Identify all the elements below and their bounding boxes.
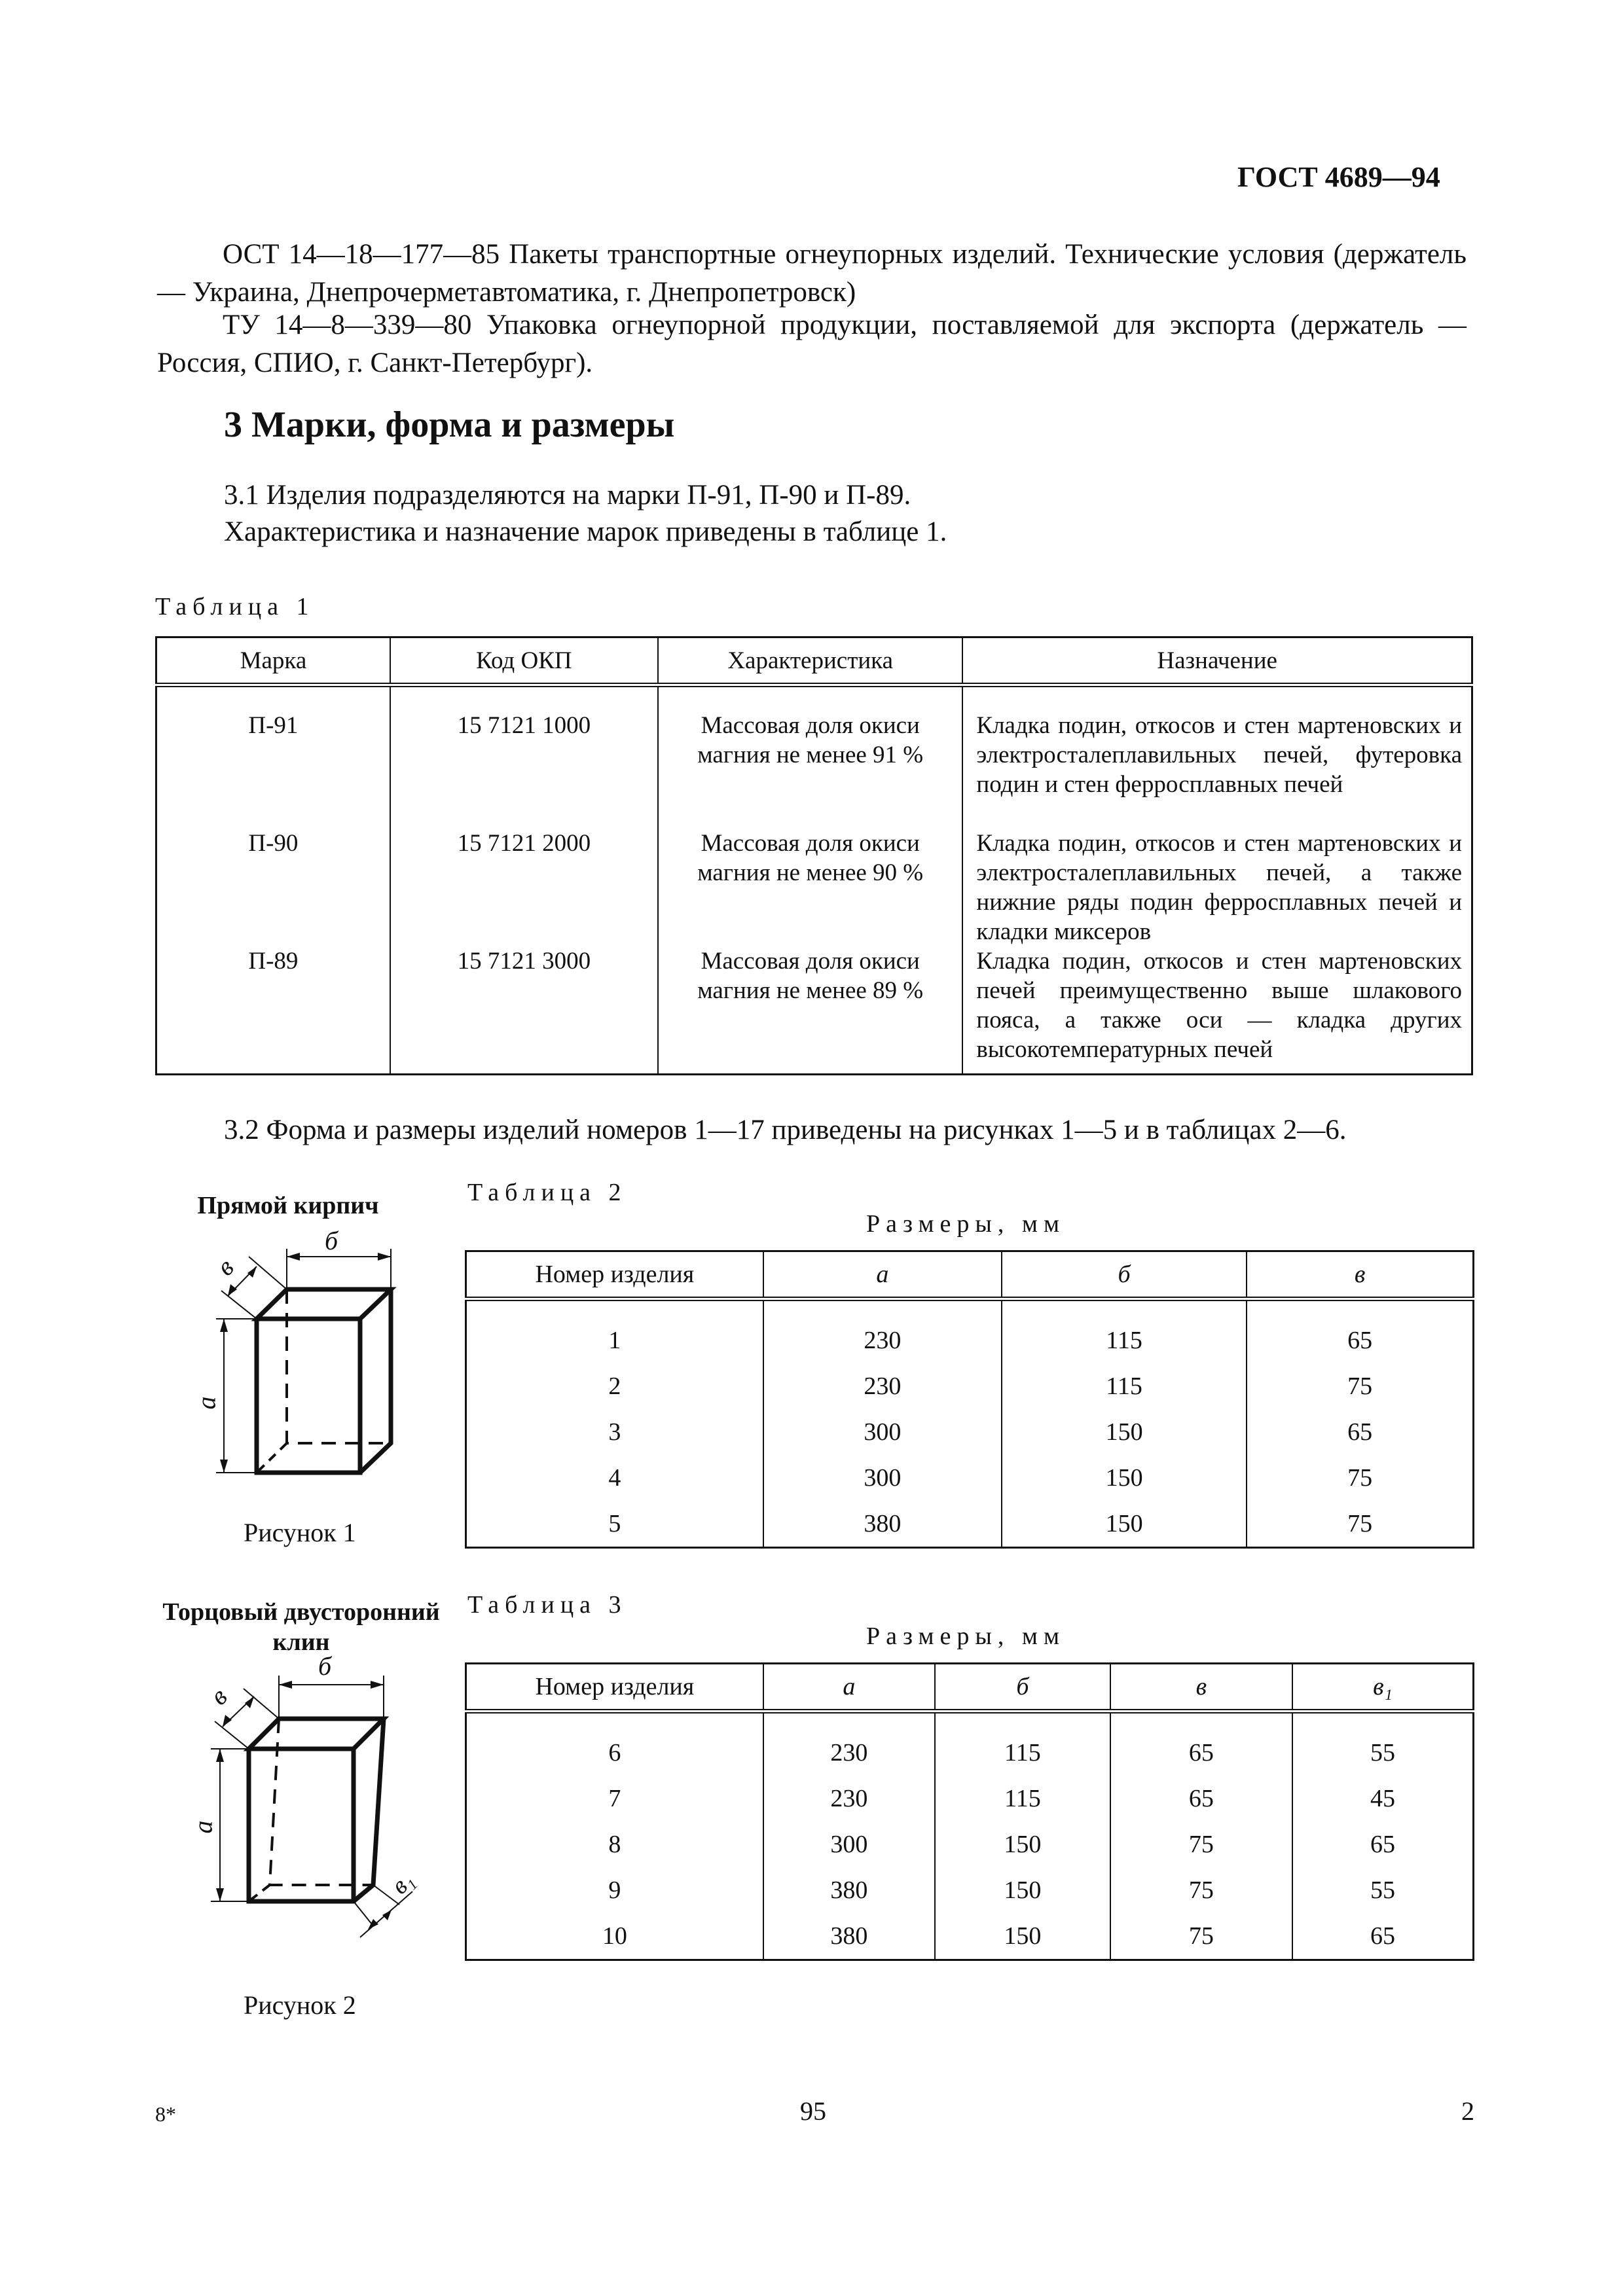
figure1-label-b: б	[325, 1226, 338, 1255]
table2-cell: 4	[466, 1455, 763, 1501]
table3-header-a: а	[763, 1664, 935, 1712]
table2-cell: 115	[1002, 1299, 1247, 1364]
table-row	[466, 1913, 1474, 1960]
paragraph-3-1-line1: 3.1 Изделия подразделяются на марки П-91, П-90 и П-89.	[224, 480, 911, 511]
table3-cell: 380	[763, 1867, 935, 1913]
table3	[465, 1662, 1474, 1961]
table1-header-characteristic: Характеристика	[658, 637, 962, 685]
paragraph-3-1-line2: Характеристика и назначение марок приведены в таблице 1.	[224, 516, 947, 547]
table3-cell: 300	[763, 1821, 935, 1867]
table3-cell: 10	[466, 1913, 763, 1960]
table1-header-purpose: Назначение	[962, 637, 1472, 685]
table3-cell: 75	[1110, 1867, 1292, 1913]
table-row	[466, 1455, 1474, 1501]
table2-cell: 75	[1247, 1363, 1473, 1409]
table1-cell-purpose: Кладка подин, откосов и стен мартеновских и электросталеплавильных печей, а также нижние ряды подин ферросплавных печей и кладки миксеров	[962, 829, 1472, 946]
table1-cell-mark: П-91	[156, 685, 390, 829]
figure2-label-v1: в₁	[386, 1866, 420, 1900]
footer-sheet-mark: 8*	[155, 2102, 176, 2126]
table-row	[466, 1712, 1474, 1776]
table2-cell: 230	[763, 1299, 1002, 1364]
figure1-caption: Рисунок 1	[244, 1518, 356, 1547]
figure1-brick-drawing	[196, 1211, 419, 1518]
section-heading: 3 Марки, форма и размеры	[224, 404, 675, 445]
table3-cell: 8	[466, 1821, 763, 1867]
table2-cell: 300	[763, 1455, 1002, 1501]
table3-cell: 75	[1110, 1913, 1292, 1960]
table3-cell: 115	[935, 1712, 1110, 1776]
table1-header-mark: Марка	[156, 637, 390, 685]
table2-cell: 150	[1002, 1455, 1247, 1501]
table3-cell: 65	[1110, 1712, 1292, 1776]
table3-cell: 150	[935, 1821, 1110, 1867]
table3-cell: 65	[1292, 1821, 1473, 1867]
table3-cell: 150	[935, 1867, 1110, 1913]
table2	[465, 1250, 1474, 1549]
table3-caption: Таблица 3	[467, 1591, 627, 1619]
figure2-label-v: в	[204, 1681, 233, 1711]
table1-cell-mark: П-90	[156, 829, 390, 946]
table2-cell: 150	[1002, 1501, 1247, 1548]
figure2-wedge-drawing	[196, 1656, 445, 1970]
table3-cell: 65	[1292, 1913, 1473, 1960]
reference-ost: ОСТ 14—18—177—85 Пакеты транспортные огнеупорных изделий. Технические условия (держатель — Украина, Днепрочерметавтоматика, г. Днепропетровск)	[157, 239, 1467, 308]
figure2-title	[151, 1597, 452, 1657]
table3-cell: 6	[466, 1712, 763, 1776]
table2-header-row	[466, 1251, 1474, 1299]
table1-cell-characteristic: Массовая доля окиси магния не менее 90 %	[658, 829, 962, 946]
table-row	[466, 1821, 1474, 1867]
table2-header-a: а	[763, 1251, 1002, 1299]
table2-header-v: в	[1247, 1251, 1473, 1299]
table-row	[466, 1867, 1474, 1913]
table1-cell-code: 15 7121 1000	[390, 685, 658, 829]
table2-cell: 380	[763, 1501, 1002, 1548]
table1-cell-code: 15 7121 2000	[390, 829, 658, 946]
table2-cell: 65	[1247, 1409, 1473, 1455]
table2-header-number: Номер изделия	[466, 1251, 763, 1299]
table1-cell-characteristic: Массовая доля окиси магния не менее 89 %	[658, 946, 962, 1075]
figure1-title: Прямой кирпич	[197, 1192, 379, 1219]
table-row	[466, 1776, 1474, 1821]
paragraph-3-2: 3.2 Форма и размеры изделий номеров 1—17 приведены на рисунках 1—5 и в таблицах 2—6.	[224, 1115, 1347, 1145]
figure2-caption: Рисунок 2	[244, 1990, 356, 2020]
table1-cell-mark: П-89	[156, 946, 390, 1075]
figure2-title-line1: Торцовый двусторонний	[162, 1598, 440, 1626]
table2-cell: 115	[1002, 1363, 1247, 1409]
table2-cell: 65	[1247, 1299, 1473, 1364]
figure1-label-v: в	[210, 1252, 240, 1282]
table3-cell: 75	[1110, 1821, 1292, 1867]
footer-document-page: 2	[1461, 2096, 1474, 2126]
figure2-label-b: б	[318, 1651, 332, 1681]
table3-header-row	[466, 1664, 1474, 1712]
table-row	[466, 1363, 1474, 1409]
table3-cell: 65	[1110, 1776, 1292, 1821]
table2-cell: 1	[466, 1299, 763, 1364]
table2-cell: 3	[466, 1409, 763, 1455]
table2-header-b: б	[1002, 1251, 1247, 1299]
table3-cell: 150	[935, 1913, 1110, 1960]
table1-cell-purpose: Кладка подин, откосов и стен мартеновских и электросталеплавильных печей, футеровка подин и стен ферросплавных печей	[962, 685, 1472, 829]
figure1-label-a: а	[191, 1396, 221, 1410]
table3-units: Размеры, мм	[866, 1623, 1066, 1650]
table-row	[156, 829, 1472, 946]
table2-cell: 2	[466, 1363, 763, 1409]
table3-header-v: в	[1110, 1664, 1292, 1712]
table2-caption: Таблица 2	[467, 1179, 627, 1206]
table3-cell: 7	[466, 1776, 763, 1821]
table1-caption: Таблица 1	[155, 593, 315, 620]
figure2-title-line2: клин	[272, 1628, 330, 1656]
table3-cell: 115	[935, 1776, 1110, 1821]
table3-cell: 55	[1292, 1867, 1473, 1913]
table-row	[156, 946, 1472, 1075]
table-row	[156, 685, 1472, 829]
table1-cell-characteristic: Массовая доля окиси магния не менее 91 %	[658, 685, 962, 829]
document-code-header: ГОСТ 4689—94	[1237, 161, 1440, 193]
table-row	[466, 1409, 1474, 1455]
table2-cell: 5	[466, 1501, 763, 1548]
table2-units: Размеры, мм	[866, 1210, 1066, 1238]
table3-header-number: Номер изделия	[466, 1664, 763, 1712]
table3-header-v1: в₁	[1292, 1664, 1473, 1712]
table1-cell-purpose: Кладка подин, откосов и стен мартеновских печей преимущественно выше шлакового пояса, а также оси — кладка других высокотемпературных печей	[962, 946, 1472, 1075]
table3-cell: 230	[763, 1712, 935, 1776]
table2-cell: 150	[1002, 1409, 1247, 1455]
table3-cell: 9	[466, 1867, 763, 1913]
table-row	[466, 1501, 1474, 1548]
table3-cell: 45	[1292, 1776, 1473, 1821]
table1	[155, 636, 1473, 1075]
table2-cell: 230	[763, 1363, 1002, 1409]
table2-cell: 300	[763, 1409, 1002, 1455]
table3-cell: 380	[763, 1913, 935, 1960]
reference-tu: ТУ 14—8—339—80 Упаковка огнеупорной продукции, поставляемой для экспорта (держатель — Россия, СПИО, г. Санкт-Петербург).	[157, 310, 1467, 378]
table1-cell-code: 15 7121 3000	[390, 946, 658, 1075]
table2-cell: 75	[1247, 1501, 1473, 1548]
table3-header-b: б	[935, 1664, 1110, 1712]
footer-page-number: 95	[800, 2096, 826, 2126]
table-row	[466, 1299, 1474, 1364]
table2-cell: 75	[1247, 1455, 1473, 1501]
table1-header-row	[156, 637, 1472, 685]
table1-header-code: Код ОКП	[390, 637, 658, 685]
figure2-label-a: а	[188, 1820, 218, 1834]
table3-cell: 230	[763, 1776, 935, 1821]
table3-cell: 55	[1292, 1712, 1473, 1776]
